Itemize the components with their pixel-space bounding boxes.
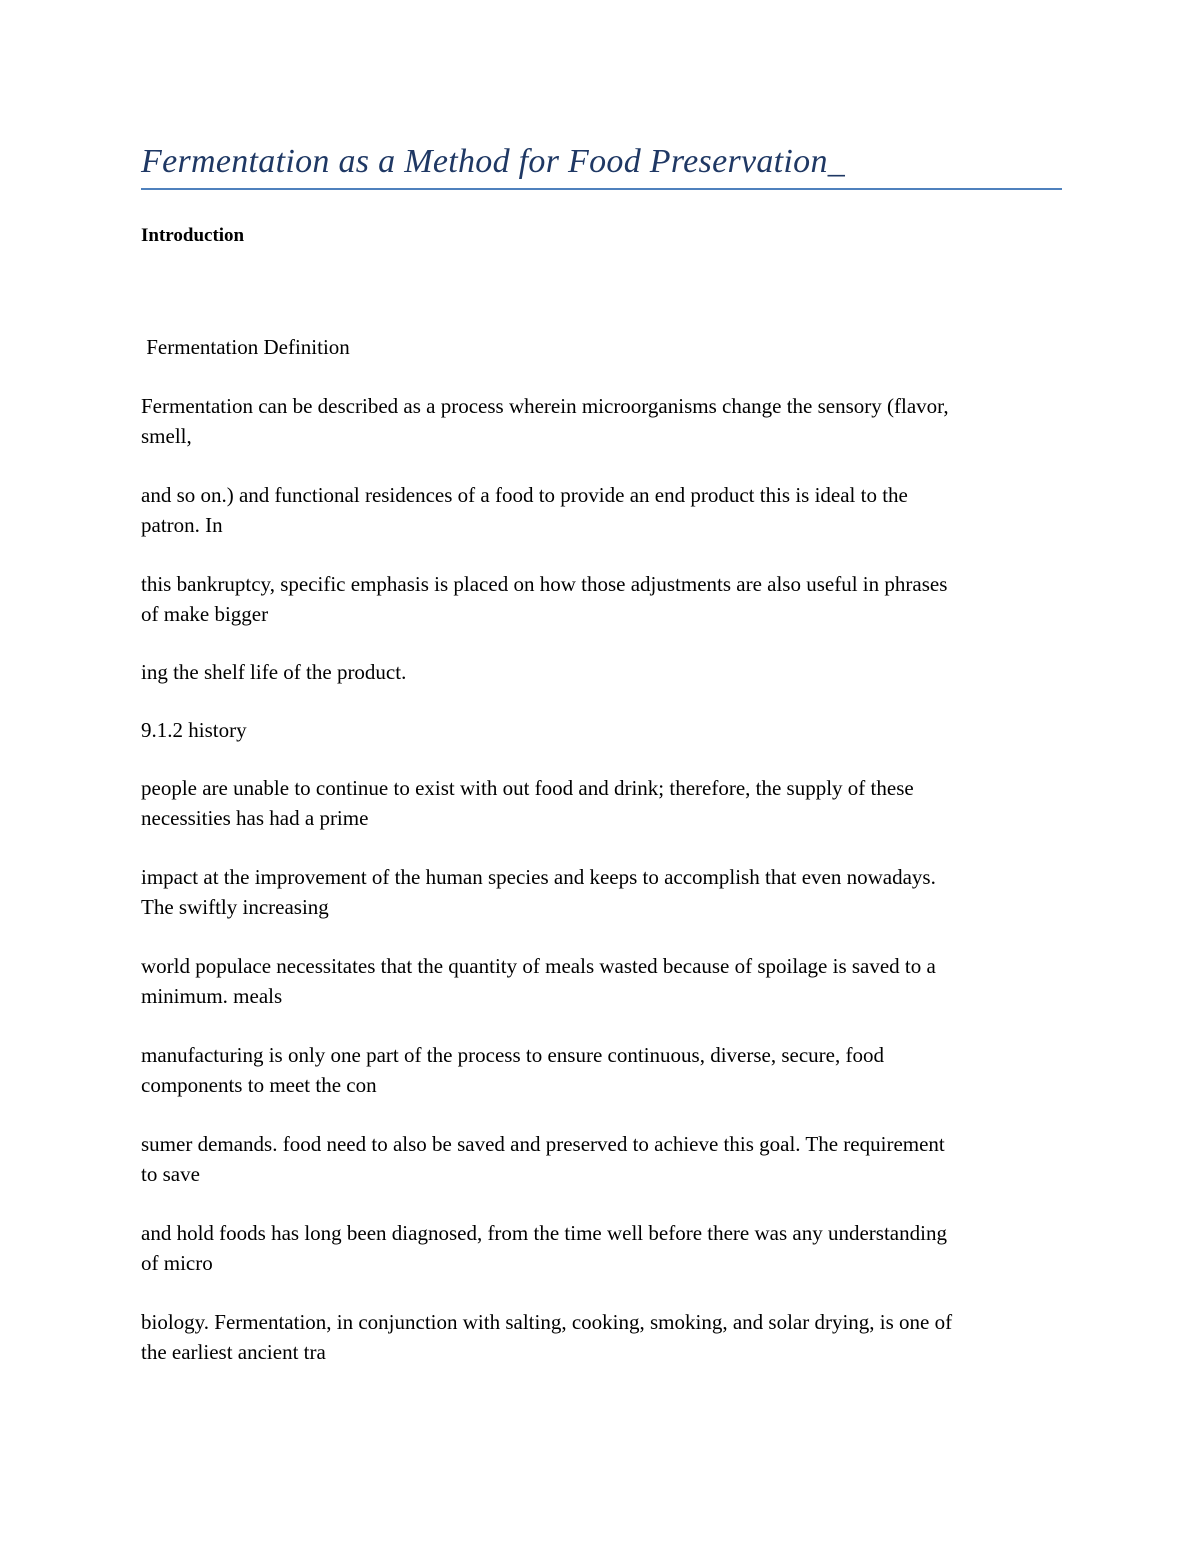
- paragraph-6: [141, 773, 1062, 833]
- paragraph-line: Fermentation can be described as a process wherein microorganisms change the sensory (flavor,: [141, 394, 949, 418]
- paragraph-12: [141, 1307, 1062, 1367]
- paragraph-8: [141, 951, 1062, 1011]
- paragraph-line: 9.1.2 history: [141, 718, 247, 742]
- paragraph-1: [141, 391, 1062, 451]
- document-title: Fermentation as a Method for Food Preservation_: [141, 143, 846, 180]
- paragraph-line: impact at the improvement of the human species and keeps to accomplish that even nowadays.: [141, 865, 936, 889]
- paragraph-11: [141, 1218, 1062, 1278]
- paragraph-section-number-history: [141, 715, 1062, 745]
- paragraph-line: and so on.) and functional residences of a food to provide an end product this is ideal to the: [141, 483, 908, 507]
- paragraph-line: people are unable to continue to exist with out food and drink; therefore, the supply of these: [141, 776, 914, 800]
- title-underline-rule: [141, 188, 1062, 190]
- paragraph-line: ing the shelf life of the product.: [141, 660, 407, 684]
- paragraph-2: [141, 480, 1062, 540]
- paragraph-line: of micro: [141, 1251, 213, 1275]
- paragraph-9: [141, 1040, 1062, 1100]
- paragraph-line: this bankruptcy, specific emphasis is placed on how those adjustments are also useful in phrases: [141, 572, 948, 596]
- paragraph-line: of make bigger: [141, 602, 269, 626]
- paragraph-line: smell,: [141, 424, 192, 448]
- paragraph-line: components to meet the con: [141, 1073, 377, 1097]
- paragraph-10: [141, 1129, 1062, 1189]
- paragraph-line: minimum. meals: [141, 984, 283, 1008]
- paragraph-line: to save: [141, 1162, 200, 1186]
- paragraph-line: and hold foods has long been diagnosed, from the time well before there was any understanding: [141, 1221, 947, 1245]
- paragraph-line: sumer demands. food need to also be saved and preserved to achieve this goal. The requirement: [141, 1132, 945, 1156]
- paragraph-line: The swiftly increasing: [141, 895, 329, 919]
- paragraph-line: patron. In: [141, 513, 223, 537]
- subheading-fermentation-definition: [141, 332, 1062, 362]
- paragraph-line: necessities has had a prime: [141, 806, 369, 830]
- paragraph-7: [141, 862, 1062, 922]
- paragraph-line: world populace necessitates that the quantity of meals wasted because of spoilage is saved to a: [141, 954, 936, 978]
- paragraph-3: [141, 569, 1062, 629]
- section-heading-introduction: Introduction: [141, 225, 245, 246]
- subheading-line: Fermentation Definition: [141, 335, 350, 359]
- paragraph-4: [141, 657, 1062, 687]
- paragraph-line: the earliest ancient tra: [141, 1340, 326, 1364]
- paragraph-line: manufacturing is only one part of the process to ensure continuous, diverse, secure, food: [141, 1043, 884, 1067]
- paragraph-line: biology. Fermentation, in conjunction with salting, cooking, smoking, and solar drying, is one of: [141, 1310, 953, 1334]
